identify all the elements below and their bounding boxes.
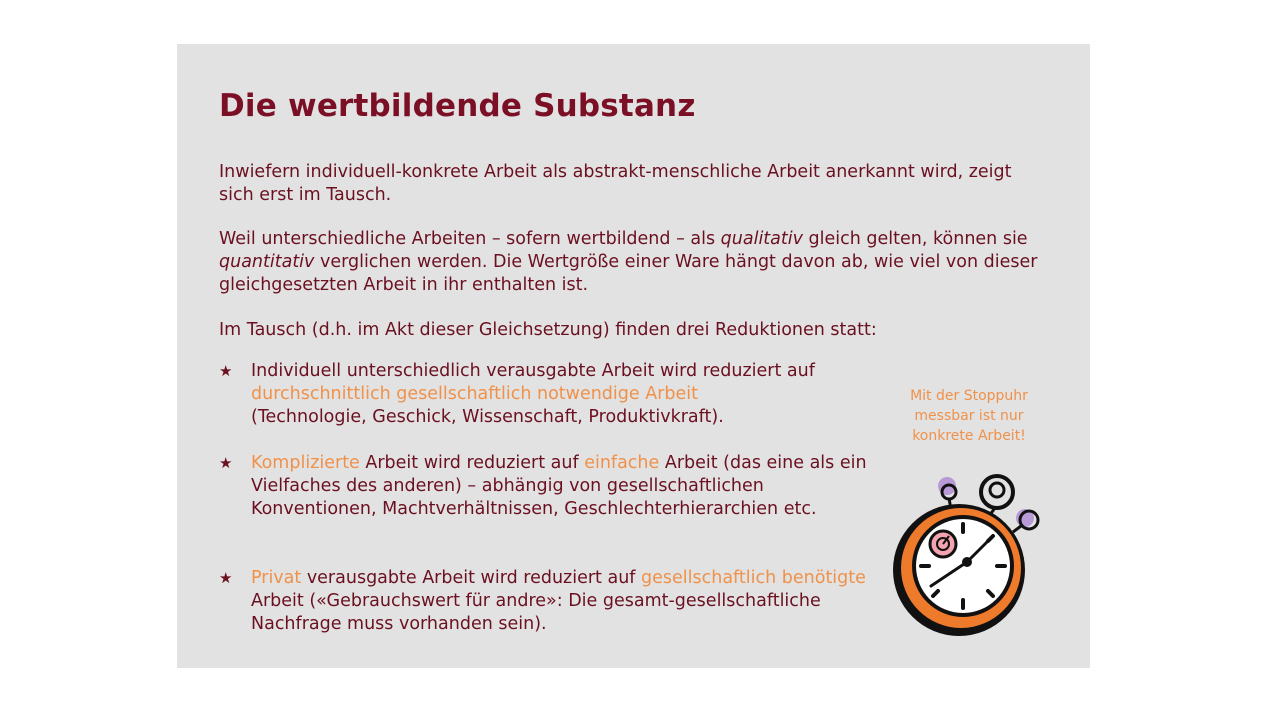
bullet-text [251,360,871,429]
highlight-text: einfache [584,453,660,473]
star-icon: ★ [219,362,233,380]
stopwatch-icon [877,464,1047,644]
paragraph-text: Weil unterschiedliche Arbeiten – sofern wertbildend – als [219,229,721,249]
highlight-text: Komplizierte [251,453,360,473]
bullet-text-segment: Individuell unterschiedlich verausgabte Arbeit wird reduziert auf [251,361,815,381]
side-note: Mit der Stoppuhr messbar ist nur konkrete Arbeit! [910,388,1028,444]
slide [177,44,1090,668]
bullet-text-segment: verausgabte Arbeit wird reduziert auf [301,568,642,588]
bullet-text-segment: (Technologie, Geschick, Wissenschaft, Produktivkraft). [251,407,724,427]
highlight-text: gesellschaftlich benötigte [641,568,866,588]
stopwatch-crown [981,476,1013,508]
bullet-text-segment: Arbeit (das eine als ein Vielfaches des anderen) – abhängig von gesellschaftlichen Konventionen, Machtverhältnissen, Geschlechterhierarchien etc. [251,453,867,519]
paragraph-text: gleich gelten, können sie [802,229,1028,249]
slide-title: Die wertbildende Substanz [219,88,696,124]
paragraph-text: verglichen werden. Die Wertgröße einer Ware hängt davon ab, wie viel von dieser gleichgesetzten Arbeit in ihr enthalten ist. [219,252,1038,295]
emphasis-qualitativ: qualitativ [720,229,803,249]
star-icon: ★ [219,569,233,587]
highlight-text: Privat [251,568,302,588]
bullet-text [251,452,871,521]
paragraph-qualitative [219,228,1049,297]
star-icon: ★ [219,454,233,472]
emphasis-quantitativ: quantitativ [219,252,315,272]
bullet-text [251,567,871,636]
paragraph-intro: Inwiefern individuell-konkrete Arbeit als abstrakt-menschliche Arbeit anerkannt wird, zeigt sich erst im Tausch. [219,162,1012,205]
highlight-text: durchschnittlich gesellschaftlich notwendige Arbeit [251,384,698,404]
bullet-text-segment: Arbeit («Gebrauchswert für andre»: Die gesamt-gesellschaftliche Nachfrage muss vorhanden sein). [251,591,821,634]
paragraph-reductions-intro: Im Tausch (d.h. im Akt dieser Gleichsetzung) finden drei Reduktionen statt: [219,320,877,340]
bullet-text-segment: Arbeit wird reduziert auf [359,453,585,473]
